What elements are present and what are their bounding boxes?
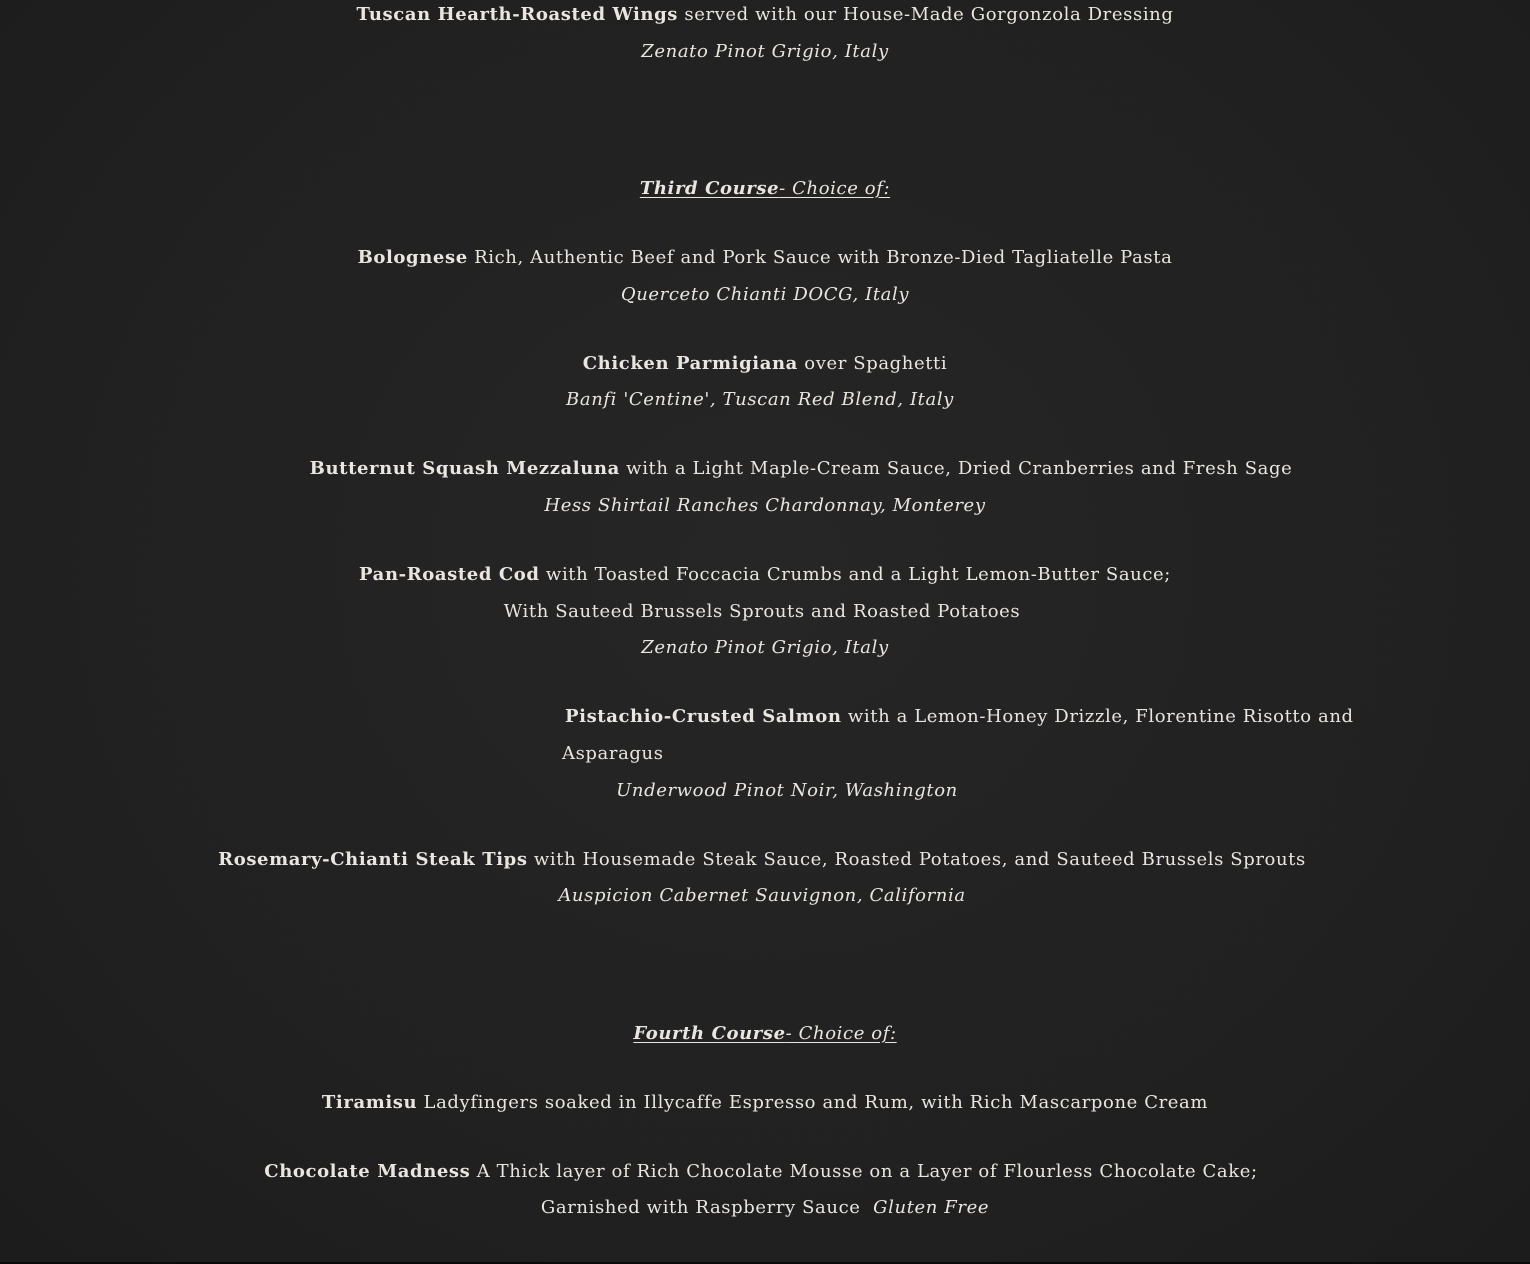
dish-name: Chocolate Madness (264, 1161, 471, 1182)
dish-name: Pistachio-Crusted Salmon (565, 706, 842, 727)
course-title: Fourth Course (633, 1023, 786, 1044)
dish-description: Ladyfingers soaked in Illycaffe Espresso and Rum, with Rich Mascarpone Cream (417, 1092, 1209, 1113)
dish-description: with Housemade Steak Sauce, Roasted Potatoes, and Sauteed Brussels Sprouts (527, 849, 1306, 870)
wine-pairing: Zenato Pinot Grigio, Italy (641, 41, 889, 62)
menu-item-bolognese (0, 246, 1530, 270)
wine-pairing: Zenato Pinot Grigio, Italy (641, 637, 889, 658)
menu-item-chicken-parmigiana (0, 352, 1530, 376)
dish-name: Bolognese (357, 247, 468, 268)
dish-description: with a Lemon-Honey Drizzle, Florentine Risotto and (841, 706, 1354, 727)
menu-item-pistachio-salmon (565, 705, 1354, 729)
dish-name: Chicken Parmigiana (582, 353, 798, 374)
dish-name: Rosemary-Chianti Steak Tips (218, 849, 528, 870)
dish-name: Butternut Squash Mezzaluna (309, 458, 620, 479)
course-heading-third (0, 177, 1530, 201)
dish-description: Garnished with Raspberry Sauce (540, 1197, 874, 1218)
dish-description-continued: With Sauteed Brussels Sprouts and Roasted Potatoes (503, 601, 1021, 622)
dish-description: with a Light Maple-Cream Sauce, Dried Cranberries and Fresh Sage (619, 458, 1293, 479)
dish-description: Rich, Authentic Beef and Pork Sauce with Bronze-Died Tagliatelle Pasta (467, 247, 1173, 268)
wine-pairing: Auspicion Cabernet Sauvignon, California (558, 885, 966, 906)
wine-pairing: Querceto Chianti DOCG, Italy (620, 284, 910, 305)
dish-description-continued (0, 1196, 1530, 1220)
wine-pairing: Banfi 'Centine', Tuscan Red Blend, Italy (566, 389, 954, 410)
dish-description: A Thick layer of Rich Chocolate Mousse on a Layer of Flourless Chocolate Cake; (470, 1161, 1258, 1182)
menu-item-pan-roasted-cod (0, 563, 1530, 587)
dish-description: served with our House-Made Gorgonzola Dressing (678, 4, 1174, 25)
course-subtitle: - Choice of: (779, 178, 891, 199)
course-title: Third Course (639, 178, 780, 199)
course-subtitle: - Choice of: (785, 1023, 897, 1044)
dietary-note: Gluten Free (873, 1197, 990, 1218)
wine-pairing: Underwood Pinot Noir, Washington (616, 780, 958, 801)
dish-description: with Toasted Foccacia Crumbs and a Light Lemon-Butter Sauce; (539, 564, 1171, 585)
menu-item-chocolate-madness (0, 1160, 1526, 1184)
menu-item-steak-tips (0, 848, 1527, 872)
menu-item-tiramisu (0, 1091, 1530, 1115)
dish-name: Pan-Roasted Cod (359, 564, 540, 585)
wine-pairing: Hess Shirtail Ranches Chardonnay, Monterey (544, 495, 986, 516)
course-heading-fourth (0, 1022, 1530, 1046)
dish-name: Tiramisu (321, 1092, 418, 1113)
dish-description-continued: Asparagus (562, 743, 664, 764)
menu-item-butternut-squash (36, 457, 1530, 481)
menu-item-wings (0, 3, 1530, 27)
dish-name: Tuscan Hearth-Roasted Wings (356, 4, 679, 25)
dish-description: over Spaghetti (797, 353, 948, 374)
